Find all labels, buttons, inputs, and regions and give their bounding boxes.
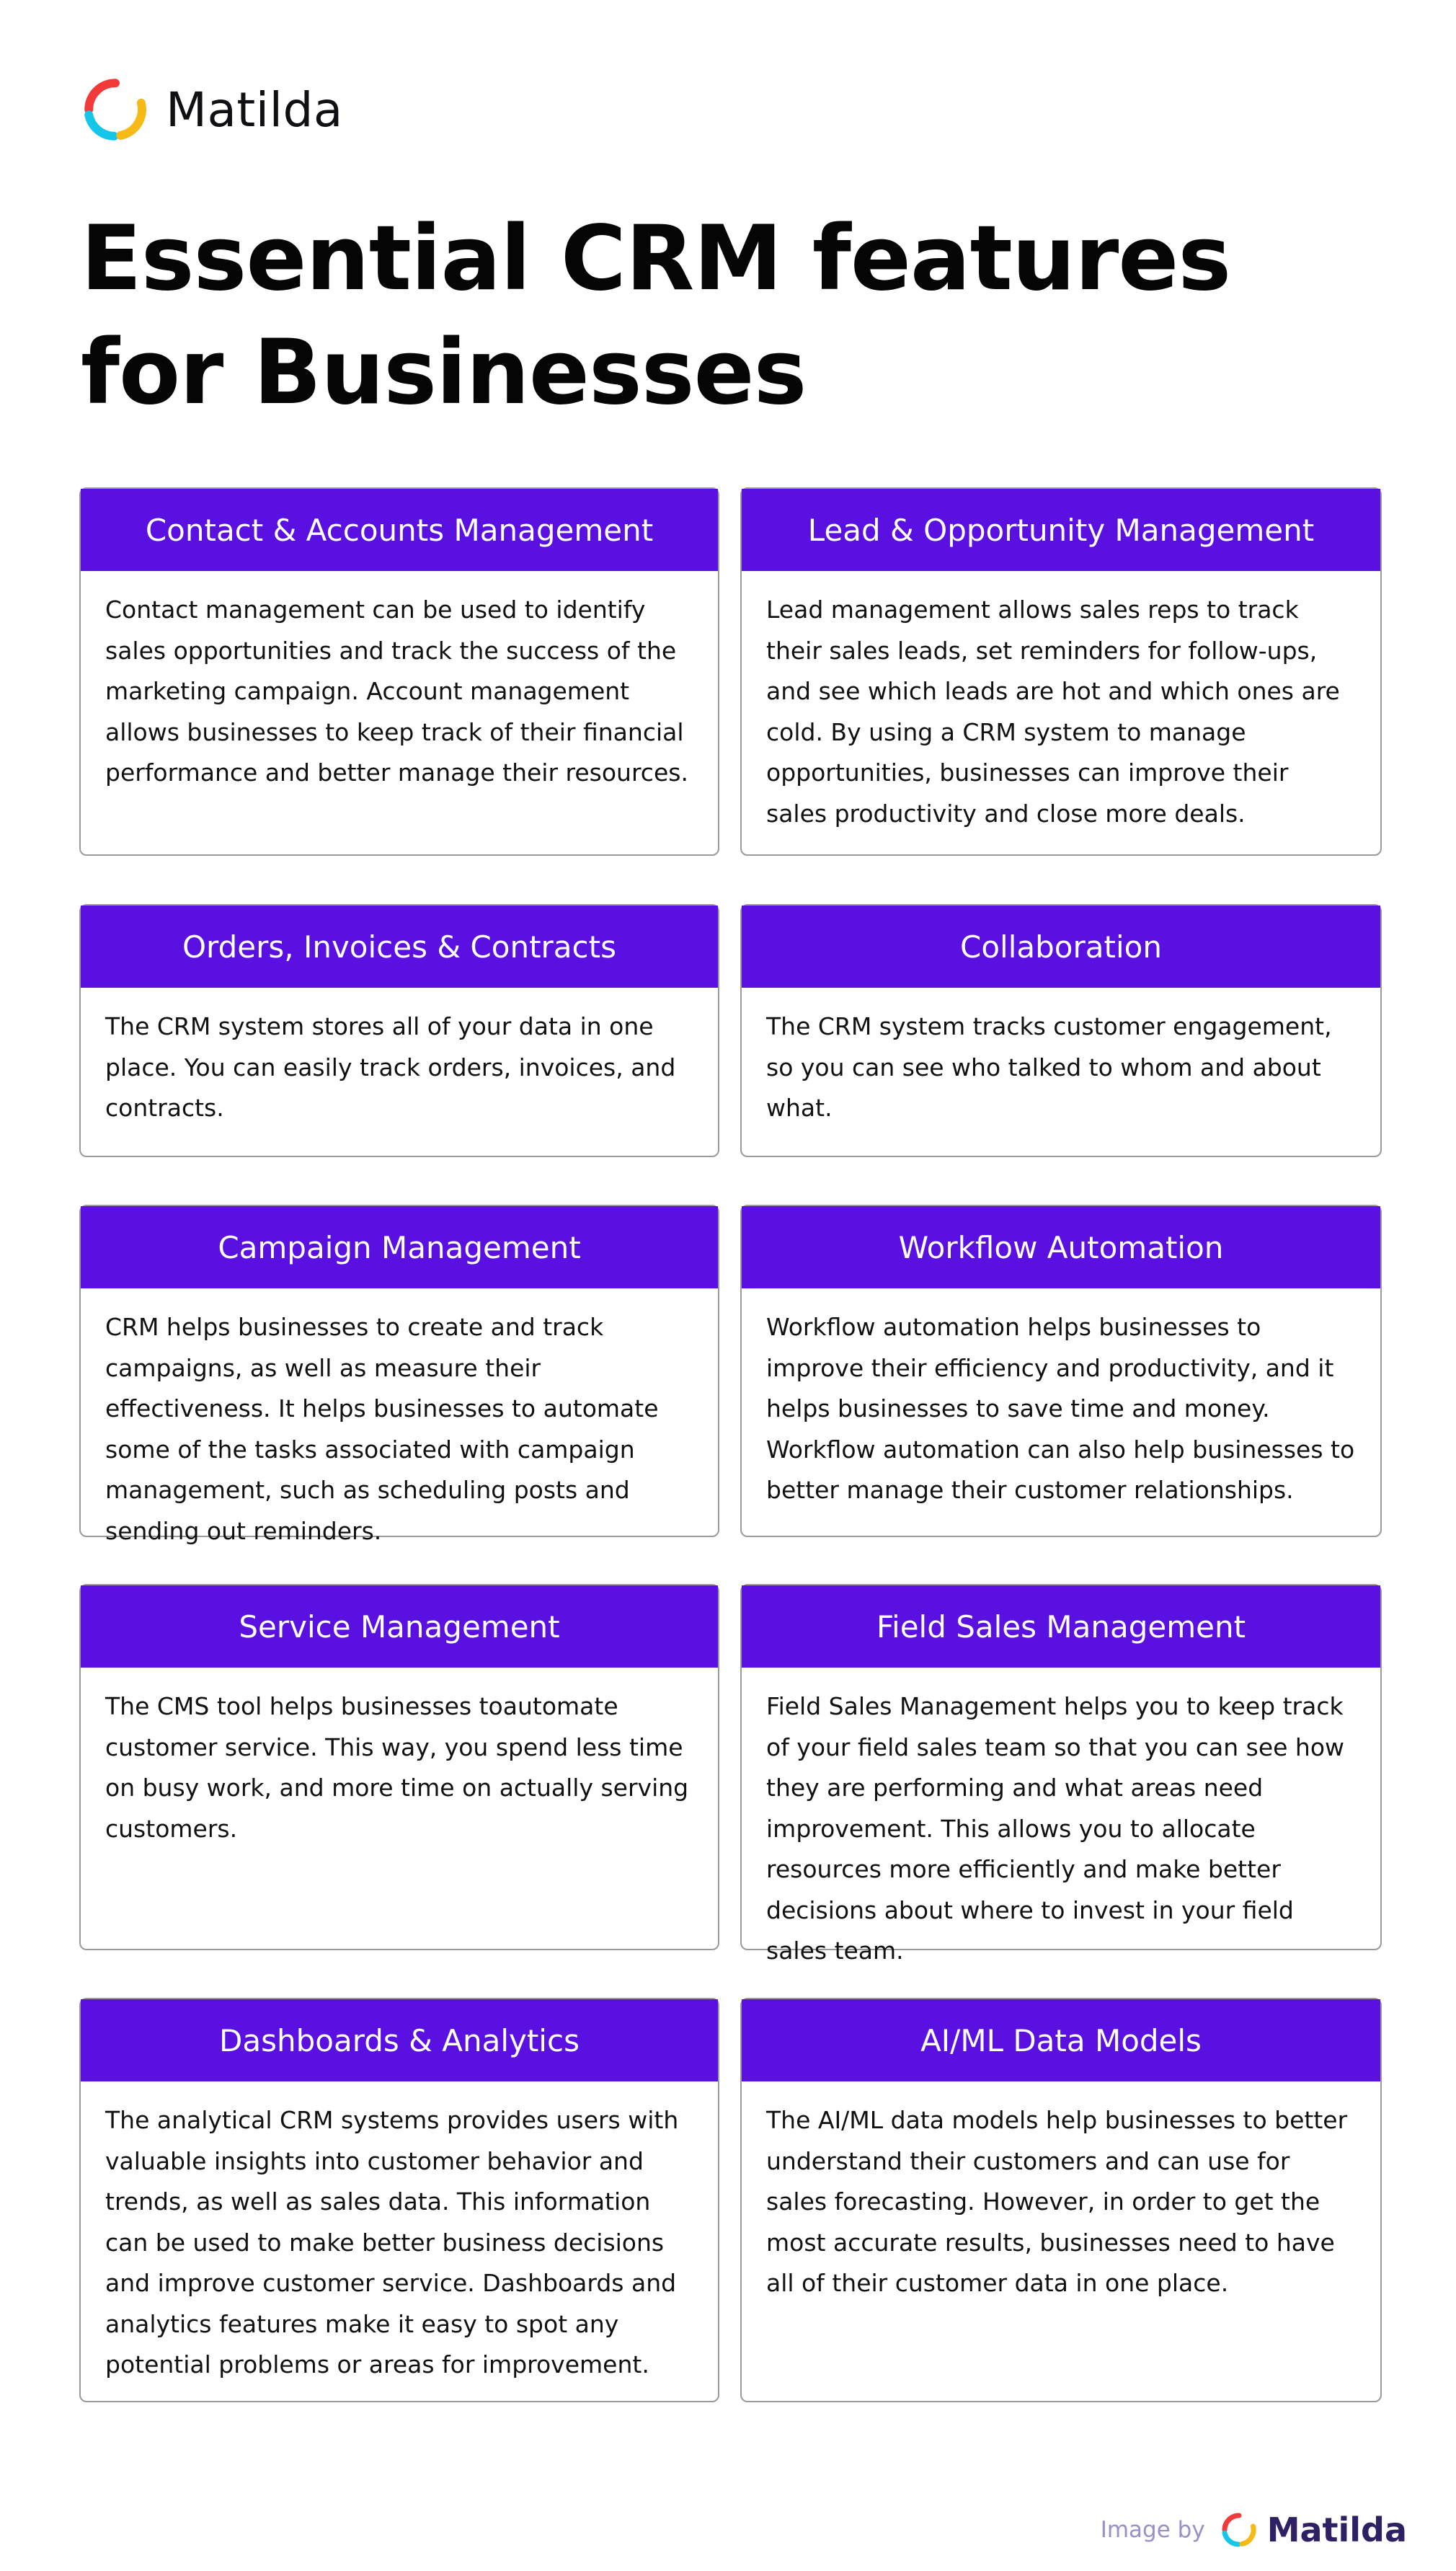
card-description: The AI/ML data models help businesses to better understand their customers and can use for sales forecasting. However, in order to get the most accurate results, businesses need to have all of their customer data in one place. <box>766 2106 1348 2297</box>
ring-logo-icon <box>82 76 148 143</box>
card-description: The analytical CRM systems provides users with valuable insights into customer behavior and trends, as well as sales data. This information can be used to make better business decisions and improve customer service. Dashboards and analytics features make it easy to spot any potential problems or areas for improvement. <box>105 2106 679 2378</box>
credit-brand: Matilda <box>1266 2510 1407 2549</box>
feature-card-campaign <box>79 1205 719 1545</box>
card-description: Contact management can be used to identify sales opportunities and track the success of the marketing campaign. Account management allows businesses to keep track of their financial performance and better manage their resources. <box>105 596 688 787</box>
feature-card-dashboards <box>79 1998 719 2402</box>
feature-card-field-sales <box>740 1584 1382 1965</box>
card-title: Contact & Accounts Management <box>81 489 718 571</box>
feature-card-service <box>79 1584 719 1950</box>
card-title: AI/ML Data Models <box>742 1999 1380 2081</box>
card-title: Service Management <box>81 1585 718 1668</box>
card-description: Lead management allows sales reps to track their sales leads, set reminders for follow-ups, and see which leads are hot and which ones are cold. By using a CRM system to manage opportunities, businesses can improve their sales productivity and close more deals. <box>766 596 1340 828</box>
card-description: Field Sales Management helps you to keep track of your field sales team so that you can see how they are performing and what areas need improvement. This allows you to allocate resources more efficiently and make better decisions about where to invest in your field sales team. <box>766 1692 1345 1965</box>
card-description: The CMS tool helps businesses toautomate customer service. This way, you spend less time on busy work, and more time on actually serving customers. <box>105 1692 689 1843</box>
card-description: CRM helps businesses to create and track campaigns, as well as measure their effectiveness. It helps businesses to automate some of the tasks associated with campaign management, such as scheduling posts and sending out reminders. <box>105 1313 659 1545</box>
image-credit <box>1101 2505 1407 2555</box>
card-title: Field Sales Management <box>742 1585 1380 1668</box>
card-title: Lead & Opportunity Management <box>742 489 1380 571</box>
card-title: Workflow Automation <box>742 1206 1380 1288</box>
feature-card-orders-invoices <box>79 904 719 1157</box>
page-title: Essential CRM features for Businesses <box>81 207 1231 425</box>
ring-logo-icon <box>1221 2512 1257 2548</box>
card-title: Campaign Management <box>81 1206 718 1288</box>
card-description: The CRM system stores all of your data in one place. You can easily track orders, invoices, and contracts. <box>105 1012 676 1122</box>
header-logo <box>82 75 343 144</box>
feature-card-collaboration <box>740 904 1382 1157</box>
card-title: Collaboration <box>742 906 1380 988</box>
feature-card-ai-ml <box>740 1998 1382 2402</box>
credit-caption: Image by <box>1100 2517 1205 2543</box>
feature-card-lead-opportunity <box>740 487 1382 856</box>
feature-card-contact-accounts <box>79 487 719 856</box>
brand-name: Matilda <box>166 81 343 138</box>
card-title: Orders, Invoices & Contracts <box>81 906 718 988</box>
card-description: The CRM system tracks customer engagement, so you can see who talked to whom and about what. <box>766 1012 1332 1122</box>
card-title: Dashboards & Analytics <box>81 1999 718 2081</box>
card-description: Workflow automation helps businesses to improve their efficiency and productivity, and it helps businesses to save time and money. Workflow automation can also help businesses to better manage their customer relationships. <box>766 1313 1355 1504</box>
feature-card-workflow <box>740 1205 1382 1537</box>
